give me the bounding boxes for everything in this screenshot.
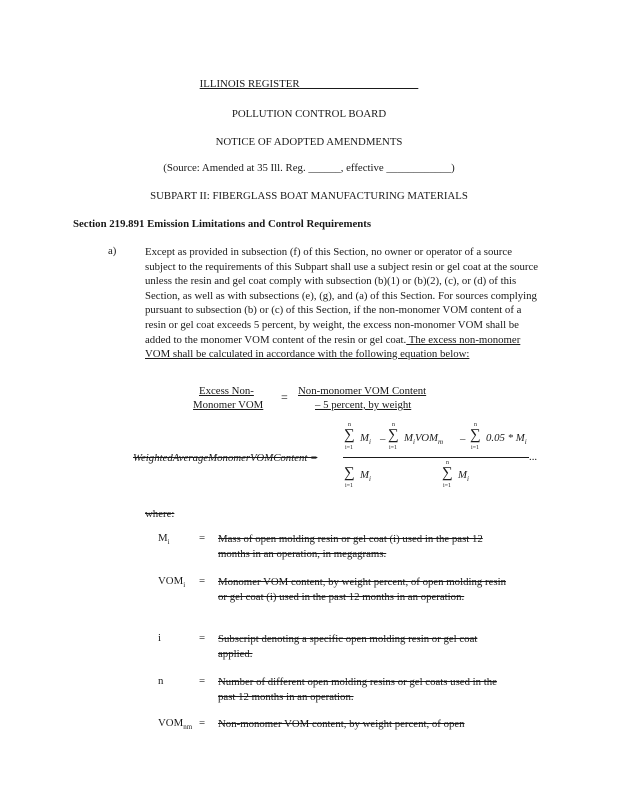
eq2-den-sigma2: ∑	[442, 465, 453, 481]
section-heading: Section 219.891 Emission Limitations and Control Requirements	[73, 218, 372, 230]
eq2-den2: $M_i$	[458, 469, 469, 484]
definition-text: Mass of open molding resin or gel coat (i) used in the past 12 months in an operation, in megagrams.	[218, 533, 483, 560]
eq1-lhs-top: Excess Non-	[199, 385, 254, 397]
eq2-term3: $0.05 * M_i$	[486, 432, 527, 447]
eq2-sum1-upper: n	[348, 422, 351, 428]
definition-equals: =	[199, 575, 206, 587]
eq2-trailing: ...	[529, 451, 538, 463]
eq2-sum2-sigma: ∑	[388, 427, 399, 443]
eq2-den-upper2: n	[446, 460, 449, 466]
eq2-fraction-bar	[343, 457, 529, 458]
eq2-lhs: WeightedAverageMonomerVOMContent =	[133, 452, 318, 464]
definition-term: n	[158, 675, 164, 687]
definition-term: $VOM_i$	[158, 575, 186, 590]
eq2-den-lower2: i=1	[443, 483, 452, 489]
eq2-minus2: –	[460, 433, 466, 445]
eq2-den-sigma1: ∑	[344, 465, 355, 481]
eq1-lhs-bottom: Monomer VOM	[193, 399, 264, 411]
eq2-sum3-upper: n	[474, 422, 477, 428]
eq2-sum3-lower: i=1	[471, 445, 480, 451]
definition-text: Monomer VOM content, by weight percent, of open molding resin or gel coat (i) used in the past 12 months in an operation.	[218, 576, 506, 603]
eq2-sum2-lower: i=1	[389, 445, 398, 451]
eq2-sum1-sigma: ∑	[344, 427, 355, 443]
paragraph-label: a)	[108, 245, 117, 257]
eq2-sum2-upper: n	[392, 422, 395, 428]
notice-title: NOTICE OF ADOPTED AMENDMENTS	[215, 136, 403, 148]
eq2-sum1-lower: i=1	[345, 445, 354, 451]
definition-equals: =	[199, 632, 206, 644]
eq2-den-lower1: i=1	[345, 483, 354, 489]
eq2-term2: $M_iVOM_m$	[404, 432, 444, 447]
eq2-minus1: –	[380, 433, 386, 445]
definition-text: Number of different open molding resins or gel coats used in the past 12 months in an operation.	[218, 676, 497, 703]
register-title: ILLINOIS REGISTER	[199, 78, 300, 90]
definition-term: i	[158, 632, 161, 644]
definition-equals: =	[199, 675, 206, 687]
definition-term: $VOM_{nm}$	[158, 717, 193, 732]
source-line: (Source: Amended at 35 Ill. Reg. ______, effective ____________)	[163, 162, 455, 174]
eq2-sum3-sigma: ∑	[470, 427, 481, 443]
where-label: where:	[145, 508, 175, 520]
eq2-term1: $M_i$	[360, 432, 371, 447]
definition-text: Non-monomer VOM content, by weight percent, of open	[218, 718, 465, 730]
definition-term: $M_i$	[158, 532, 170, 547]
paragraph-a-added: The excess non-monomer VOM shall be calculated in accordance with the following equation below:	[145, 333, 521, 361]
eq2-den1: $M_i$	[360, 469, 371, 484]
definition-equals: =	[199, 717, 206, 729]
eq1-rhs-top: Non-monomer VOM Content	[298, 385, 427, 397]
board-name: POLLUTION CONTROL BOARD	[231, 108, 387, 120]
eq1-rhs-bottom: – 5 percent, by weight	[315, 399, 412, 411]
paragraph-a-main: Except as provided in subsection (f) of this Section, no owner or operator of a source subject to the requirements of this Subpart shall use a subject resin or gel coat at the source unless the resin and gel coat comply with subsection (b)(1) or (b)(2), (c), or (d) of this Section, as well as with subsections (e), (g), and (a) of this Section. For sources complying pursuant to subsection (b) or (c) of this Section, if the non-monomer VOM content of a resin or gel coat exceeds 5 percent, by weight, the excess non-monomer VOM shall be added to the monomer VOM content of the resin or gel coat.	[145, 246, 539, 346]
eq1-equals: =	[281, 390, 288, 404]
definition-equals: =	[199, 532, 206, 544]
definition-text: Subscript denoting a specific open molding resin or gel coat applied.	[218, 633, 478, 660]
paragraph-a-text	[145, 245, 545, 362]
subpart-title: SUBPART II: FIBERGLASS BOAT MANUFACTURING MATERIALS	[150, 190, 468, 202]
